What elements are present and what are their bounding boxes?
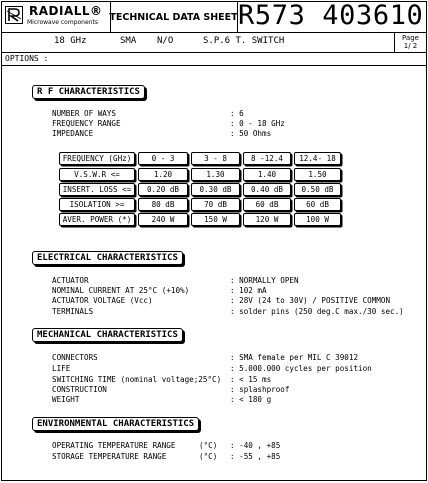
rf-table-header-cell: 12.4- 18 (294, 152, 341, 165)
rf-table-cell: 150 W (191, 213, 240, 226)
header-bar (2, 2, 426, 33)
rf-table-cell: 0.50 dB (294, 183, 341, 196)
mechanical-row-value: : SMA female per MIL C 39012 (230, 353, 359, 362)
rf-table-cell: 80 dB (138, 198, 188, 211)
rf-table-cell: 70 dB (191, 198, 240, 211)
logo-box (2, 2, 111, 32)
electrical-row-label: TERMINALS (52, 307, 94, 316)
rf-table-cell: 60 dB (243, 198, 291, 211)
page-indicator (394, 33, 426, 52)
options-row: OPTIONS : (2, 53, 426, 66)
mechanical-row-value: : < 15 ms (230, 375, 272, 384)
rf-table-cell: 100 W (294, 213, 341, 226)
brand-name: RADIALL® (29, 4, 103, 18)
environmental-row-label: STORAGE TEMPERATURE RANGE (52, 452, 167, 461)
rf-table-cell: 1.40 (243, 168, 291, 181)
mechanical-row-label: SWITCHING TIME (nominal voltage;25°C) (52, 375, 222, 384)
mechanical-row-label: LIFE (52, 364, 71, 373)
product-summary-bar (2, 33, 426, 53)
rf-table-cell: 0.20 dB (138, 183, 188, 196)
rf-row-ways-label: NUMBER OF WAYS (52, 109, 117, 118)
rf-row-freq-value: : 0 - 18 GHz (230, 119, 285, 128)
rf-table-cell: 1.30 (191, 168, 240, 181)
electrical-row-label: ACTUATOR VOLTAGE (Vcc) (52, 296, 153, 305)
rf-table-cell: 1.50 (294, 168, 341, 181)
rf-table-row-label: ISOLATION >= (59, 198, 135, 211)
rf-table-cell: 120 W (243, 213, 291, 226)
document-type: TECHNICAL DATA SHEET (110, 2, 238, 32)
product-description: S.P.6 T. SWITCH (203, 36, 285, 46)
mechanical-section-title: MECHANICAL CHARACTERISTICS (32, 328, 183, 342)
electrical-section-title: ELECTRICAL CHARACTERISTICS (32, 251, 183, 265)
data-sheet (1, 1, 427, 481)
connector-summary: SMA (120, 36, 137, 46)
mechanical-row-value: : splashproof (230, 385, 290, 394)
frequency-summary: 18 GHz (54, 36, 87, 46)
rf-table-header-cell: 3 - 8 (191, 152, 240, 165)
rf-row-imp-value: : 50 Ohms (230, 129, 272, 138)
page-number: 1/ 2 (403, 42, 418, 50)
rf-row-freq-label: FREQUENCY RANGE (52, 119, 121, 128)
environmental-row-unit: (°C) (199, 441, 218, 450)
rf-table-cell: 0.30 dB (191, 183, 240, 196)
environmental-row-value: : -55 , +85 (230, 452, 281, 461)
mechanical-row-value: : 5.000.000 cycles per position (230, 364, 372, 373)
environmental-row-unit: (°C) (199, 452, 218, 461)
rf-table-row-label: AVER. POWER (*) (59, 213, 135, 226)
part-reference: R573 403610 (238, 0, 424, 31)
environmental-section-title: ENVIRONMENTAL CHARACTERISTICS (32, 417, 199, 431)
rf-table-header-cell: 0 - 3 (138, 152, 188, 165)
mechanical-row-value: : < 180 g (230, 395, 272, 404)
rf-table-header-cell: 8 -12.4 (243, 152, 291, 165)
rf-table-cell: 240 W (138, 213, 188, 226)
electrical-row-value: : NORMALLY OPEN (230, 276, 299, 285)
rf-table-row-label: V.S.W.R <= (59, 168, 135, 181)
mode-summary: N/O (157, 36, 174, 46)
mechanical-row-label: CONNECTORS (52, 353, 98, 362)
electrical-row-label: ACTUATOR (52, 276, 89, 285)
electrical-row-label: NOMINAL CURRENT AT 25°C (+10%) (52, 286, 190, 295)
rf-table-row-label: INSERT. LOSS <= (59, 183, 135, 196)
rf-table-cell: 1.20 (138, 168, 188, 181)
rf-row-imp-label: IMPEDANCE (52, 129, 94, 138)
environmental-row-value: : -40 , +85 (230, 441, 281, 450)
environmental-row-label: OPERATING TEMPERATURE RANGE (52, 441, 176, 450)
page-label: Page (402, 34, 419, 42)
electrical-row-value: : solder pins (250 deg.C max./30 sec.) (230, 307, 404, 316)
rf-row-ways-value: : 6 (230, 109, 244, 118)
rf-table-header-cell: FREQUENCY (GHz) (59, 152, 135, 165)
electrical-row-value: : 28V (24 to 30V) / POSITIVE COMMON (230, 296, 391, 305)
rf-table-cell: 0.40 dB (243, 183, 291, 196)
electrical-row-value: : 102 mA (230, 286, 267, 295)
rf-table-cell: 60 dB (294, 198, 341, 211)
radiall-logo-icon (5, 6, 23, 24)
mechanical-row-label: WEIGHT (52, 395, 80, 404)
brand-tagline: Microwave components (27, 19, 98, 26)
rf-section-title: R F CHARACTERISTICS (32, 85, 145, 99)
mechanical-row-label: CONSTRUCTION (52, 385, 107, 394)
